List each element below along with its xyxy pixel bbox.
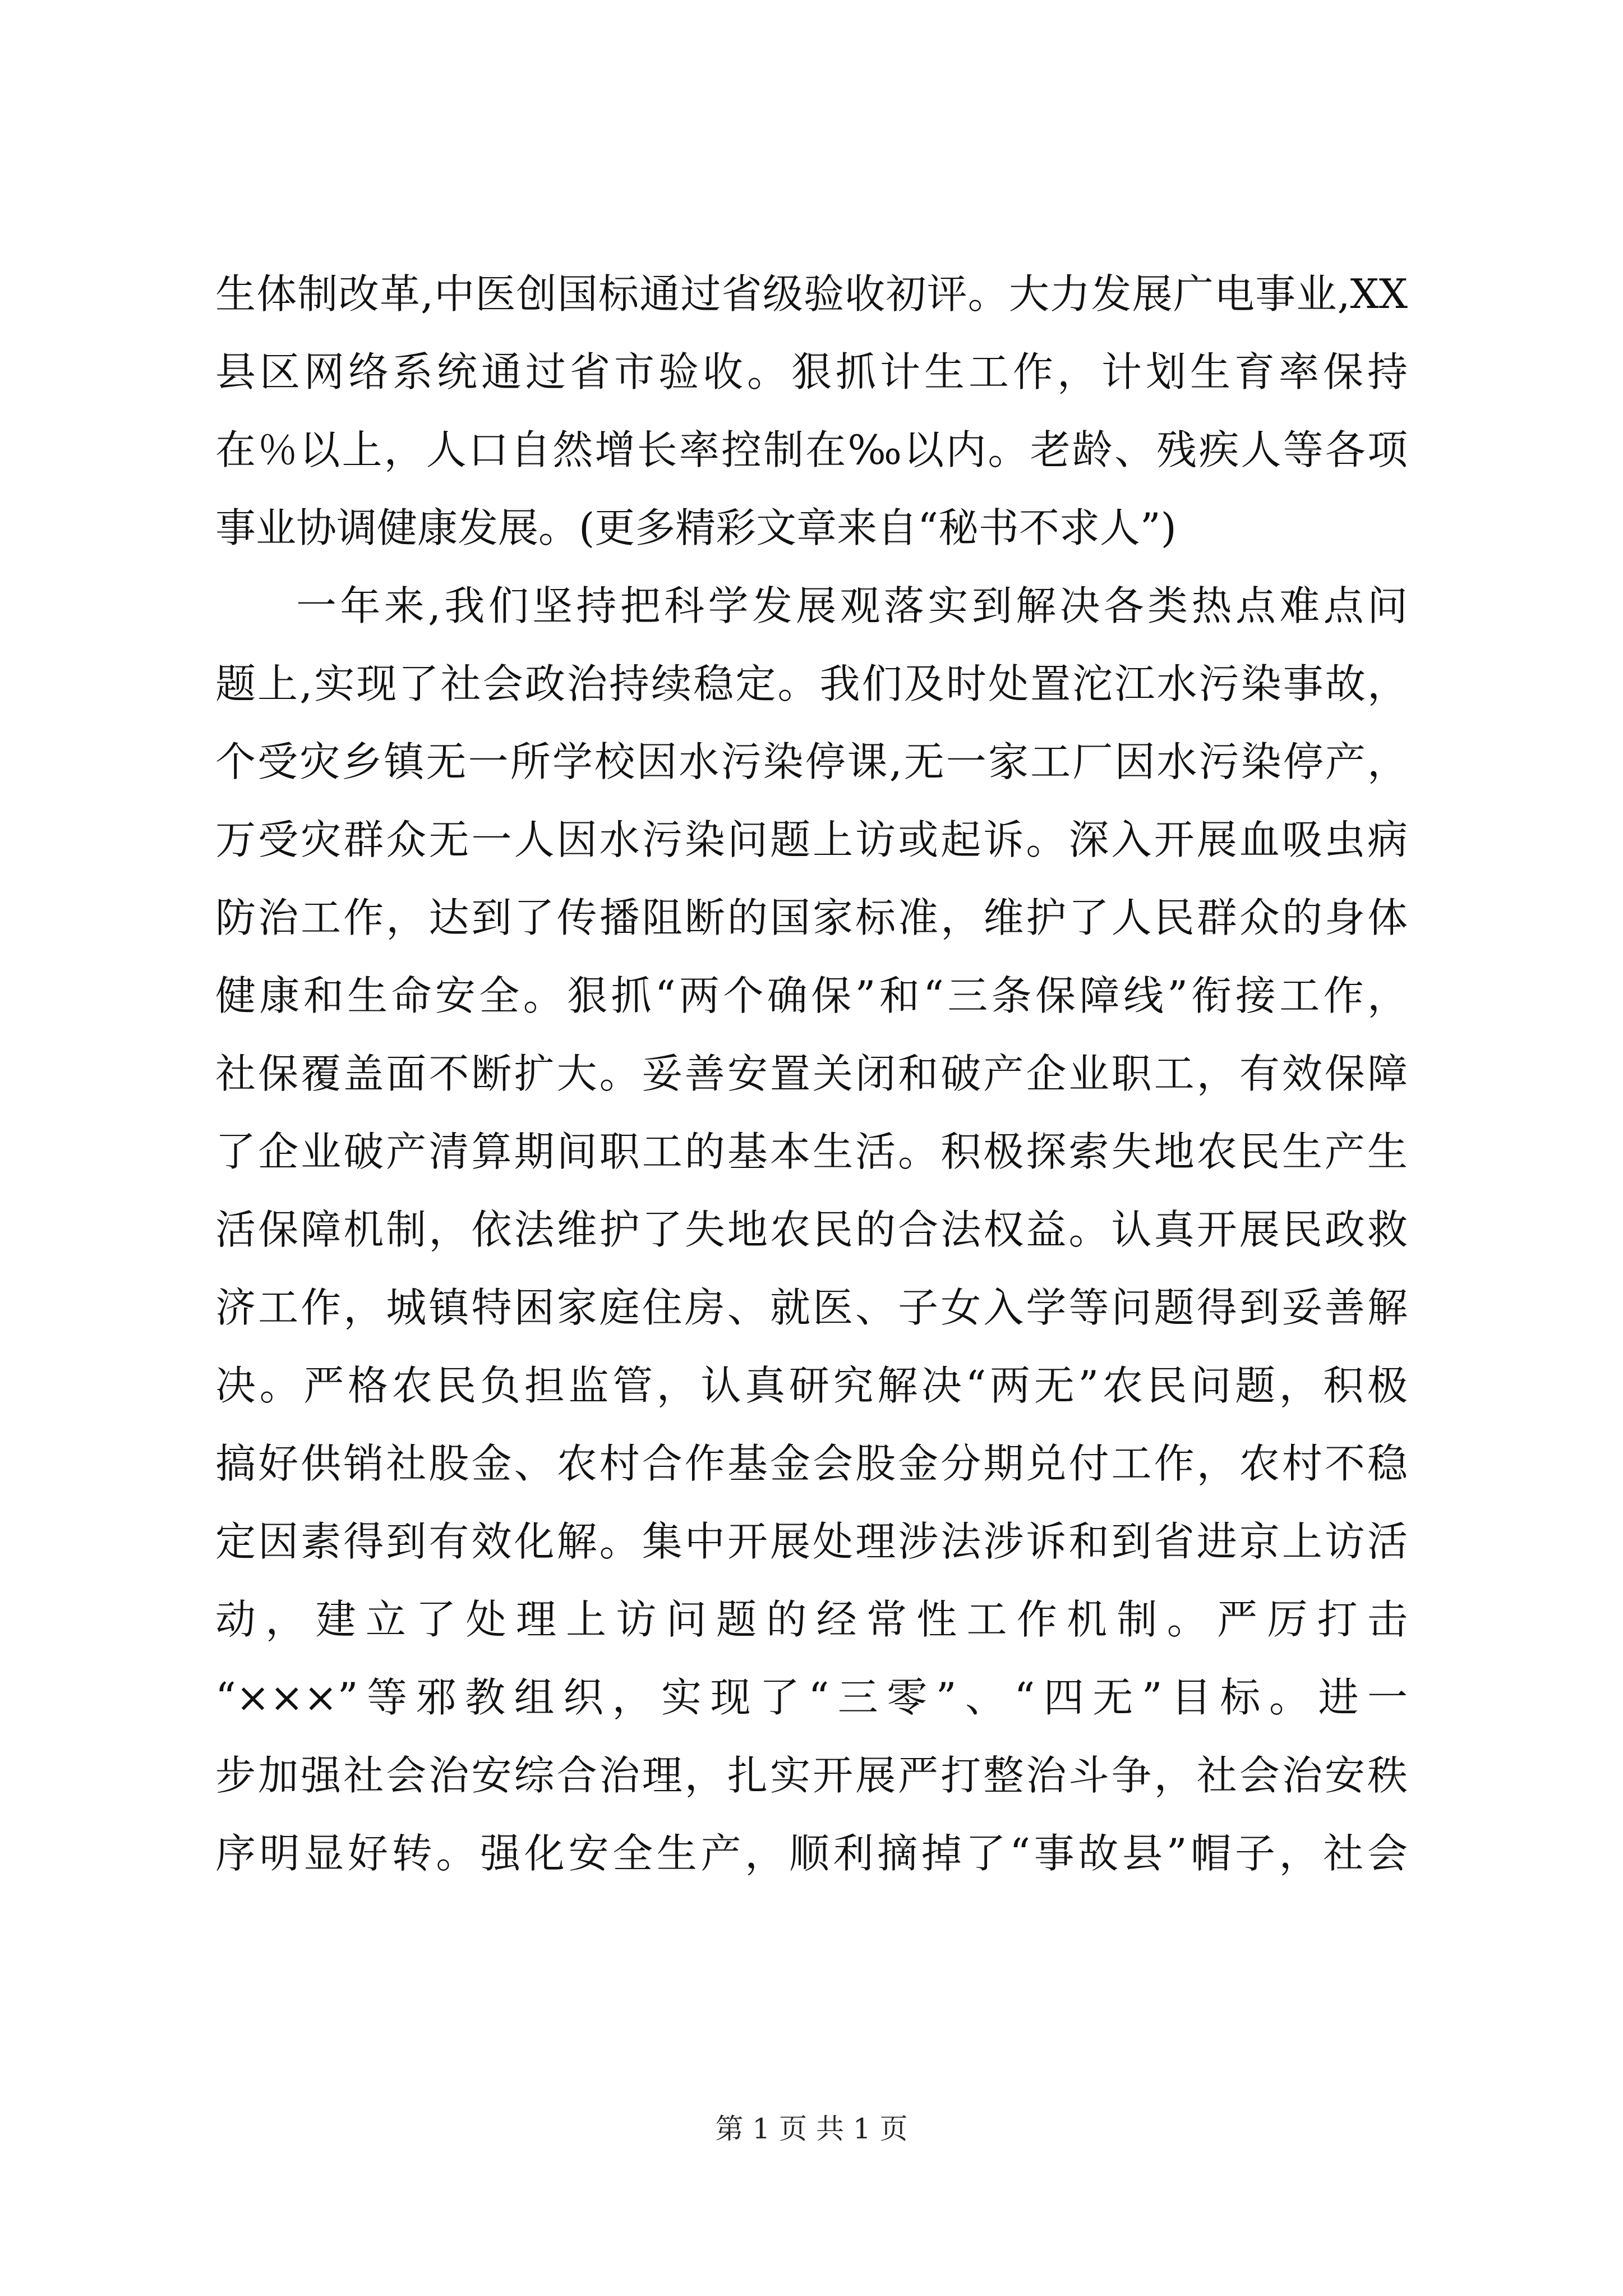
text-line: 序明显好转。强化安全生产，顺利摘掉了“事故县”帽子，社会 [215, 1830, 1408, 1877]
text-line: 步加强社会治安综合治理，扎实开展严打整治斗争，社会治安秩 [215, 1752, 1408, 1799]
body-text [215, 255, 1408, 1893]
text-line: 县区网络系统通过省市验收。狠抓计生工作，计划生育率保持 [215, 348, 1408, 395]
paragraph-1 [215, 255, 1408, 567]
text-line: 社保覆盖面不断扩大。妥善安置关闭和破产企业职工，有效保障 [215, 1050, 1408, 1097]
page-number: 第 1 页 共 1 页 [715, 2113, 908, 2145]
text-line: 决。严格农民负担监管，认真研究解决“两无”农民问题，积极 [215, 1362, 1408, 1409]
text-line: 搞好供销社股金、农村合作基金会股金分期兑付工作，农村不稳 [215, 1440, 1408, 1487]
text-line: 活保障机制，依法维护了失地农民的合法权益。认真开展民政救 [215, 1206, 1408, 1253]
page-footer [0, 2109, 1623, 2148]
text-line: 在％以上，人口自然增长率控制在‰以内。老龄、残疾人等各项 [215, 426, 1408, 473]
text-line: 防治工作，达到了传播阻断的国家标准，维护了人民群众的身体 [215, 894, 1408, 941]
text-line: 生体制改革,中医创国标通过省级验收初评。大力发展广电事业,XX [215, 270, 1408, 318]
text-line: 万受灾群众无一人因水污染问题上访或起诉。深入开展血吸虫病 [215, 816, 1408, 863]
text-line: “×××”等邪教组织，实现了“三零”、“四无”目标。进一 [215, 1674, 1408, 1721]
text-line: 事业协调健康发展。(更多精彩文章来自“秘书不求人”) [215, 504, 1177, 551]
text-line: 个受灾乡镇无一所学校因水污染停课,无一家工厂因水污染停产， [215, 738, 1408, 785]
text-line: 一年来,我们坚持把科学发展观落实到解决各类热点难点问 [296, 582, 1408, 629]
text-line: 题上,实现了社会政治持续稳定。我们及时处置沱江水污染事故， [215, 660, 1408, 707]
paragraph-2 [215, 567, 1408, 1893]
text-line: 健康和生命安全。狠抓“两个确保”和“三条保障线”衔接工作， [215, 972, 1408, 1019]
text-line: 济工作，城镇特困家庭住房、就医、子女入学等问题得到妥善解 [215, 1284, 1408, 1331]
text-line: 动，建立了处理上访问题的经常性工作机制。严厉打击 [215, 1596, 1408, 1643]
text-line: 定因素得到有效化解。集中开展处理涉法涉诉和到省进京上访活 [215, 1518, 1408, 1565]
text-line: 了企业破产清算期间职工的基本生活。积极探索失地农民生产生 [215, 1128, 1408, 1175]
